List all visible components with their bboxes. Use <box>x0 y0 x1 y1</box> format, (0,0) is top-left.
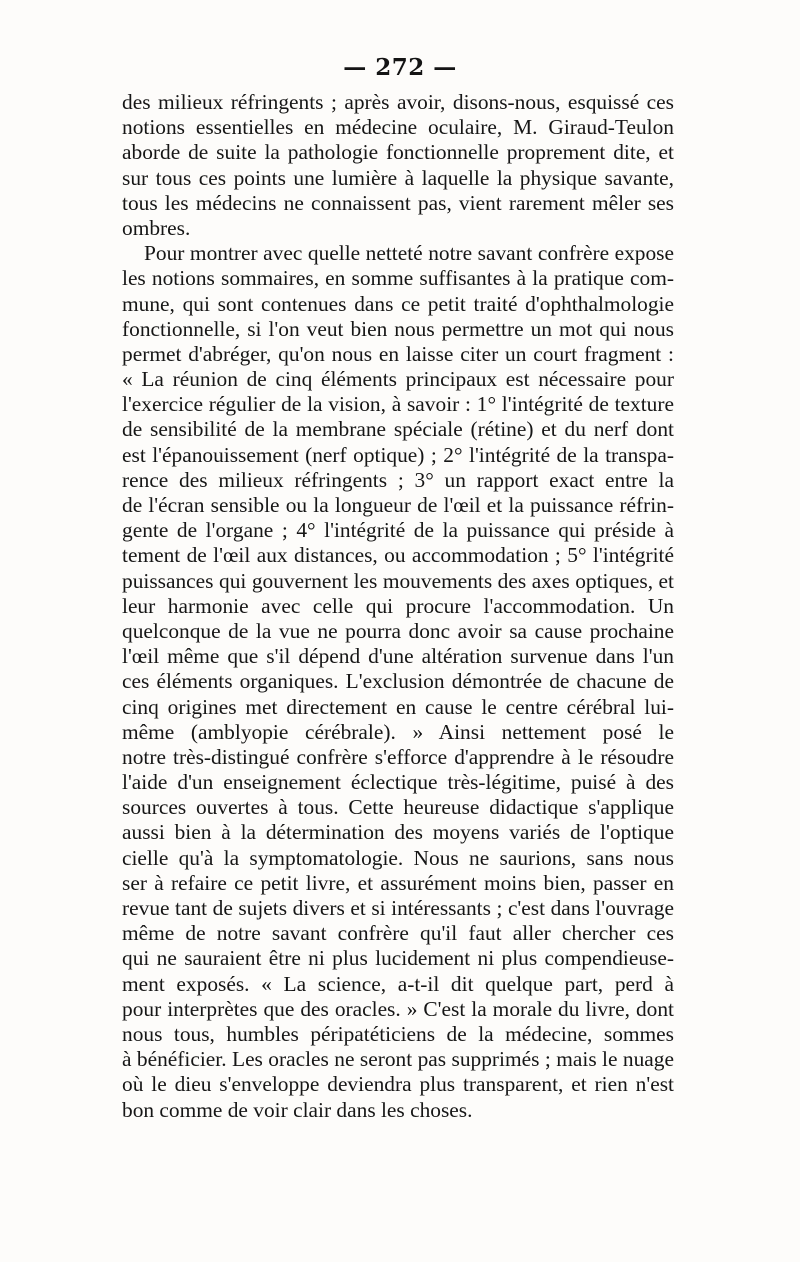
text-line: cielle qu'à la symptomatologie. Nous ne saurions, sans nous <box>122 845 674 870</box>
text-line: qui ne sauraient être ni plus lucidement ni plus compendieuse- <box>122 946 674 971</box>
page-number: — 272 — <box>343 54 457 81</box>
text-line: de sensibilité de la membrane spéciale (rétine) et du nerf dont <box>122 417 674 442</box>
text-line: rence des milieux réfringents ; 3° un rapport exact entre la <box>122 467 674 492</box>
text-line: ombres. <box>122 215 191 240</box>
text-line: de l'écran sensible ou la longueur de l'œil et la puissance réfrin- <box>122 493 674 517</box>
text-line: sur tous ces points une lumière à laquelle la physique savante, <box>122 165 674 190</box>
text-line: l'exercice régulier de la vision, à savoir : 1° l'intégrité de texture <box>122 392 674 417</box>
text-line: revue tant de sujets divers et si intéressants ; c'est dans l'ouvrage <box>122 896 674 920</box>
text-line: quelconque de la vue ne pourra donc avoir sa cause prochaine <box>122 618 674 643</box>
text-line: même (amblyopie cérébrale). » Ainsi nettement posé le <box>122 719 674 744</box>
text-line: Pour montrer avec quelle netteté notre savant confrère expose <box>144 241 674 266</box>
paragraph-2 <box>122 241 674 1123</box>
text-line: « La réunion de cinq éléments principaux est nécessaire pour <box>122 367 674 392</box>
text-line: tous les médecins ne connaissent pas, vient rarement mêler ses <box>122 190 674 215</box>
text-line: pour interprètes que des oracles. » C'est la morale du livre, dont <box>122 996 674 1021</box>
text-line: tement de l'œil aux distances, ou accommodation ; 5° l'intégrité <box>122 543 674 568</box>
text-line: notre très-distingué confrère s'efforce d'apprendre à le résoudre <box>122 744 674 769</box>
text-line: ment exposés. « La science, a-t-il dit quelque part, perd à <box>122 971 674 996</box>
text-line: bon comme de voir clair dans les choses. <box>122 1097 473 1122</box>
text-line: notions essentielles en médecine oculaire, M. Giraud-Teulon <box>122 115 674 140</box>
text-line: des milieux réfringents ; après avoir, disons-nous, esquissé ces <box>122 90 674 114</box>
text-line: sources ouvertes à tous. Cette heureuse didactique s'applique <box>122 795 674 820</box>
paragraph-1 <box>122 90 674 241</box>
text-line: ces éléments organiques. L'exclusion démontrée de chacune de <box>122 669 674 694</box>
text-line: les notions sommaires, en somme suffisantes à la pratique com- <box>122 266 674 291</box>
text-line: leur harmonie avec celle qui procure l'accommodation. Un <box>122 593 674 618</box>
text-line: aussi bien à la détermination des moyens variés de l'optique <box>122 820 674 845</box>
text-line: aborde de suite la pathologie fonctionnelle proprement dite, et <box>122 140 674 165</box>
text-line: même de notre savant confrère qu'il faut aller chercher ces <box>122 921 674 946</box>
text-line: où le dieu s'enveloppe deviendra plus transparent, et rien n'est <box>122 1072 674 1097</box>
text-line: est l'épanouissement (nerf optique) ; 2° l'intégrité de la transpa- <box>122 442 674 467</box>
text-line: gente de l'organe ; 4° l'intégrité de la puissance qui préside à <box>122 518 674 543</box>
text-line: l'aide d'un enseignement éclectique très-légitime, puisé à des <box>122 770 674 795</box>
text-line: cinq origines met directement en cause le centre cérébral lui- <box>122 694 674 719</box>
text-line: nous tous, humbles péripatéticiens de la médecine, sommes <box>122 1021 674 1046</box>
text-line: ser à refaire ce petit livre, et assurément moins bien, passer en <box>122 870 674 895</box>
text-line: à bénéficier. Les oracles ne seront pas supprimés ; mais le nuage <box>122 1047 674 1072</box>
text-line: permet d'abréger, qu'on nous en laisse citer un court fragment : <box>122 341 674 366</box>
text-line: mune, qui sont contenues dans ce petit traité d'ophthalmologie <box>122 291 674 316</box>
text-line: puissances qui gouvernent les mouvements des axes optiques, et <box>122 568 674 593</box>
body-text <box>122 90 674 1123</box>
text-line: fonctionnelle, si l'on veut bien nous permettre un mot qui nous <box>122 316 674 341</box>
text-line: l'œil même que s'il dépend d'une altération survenue dans l'un <box>122 644 674 669</box>
